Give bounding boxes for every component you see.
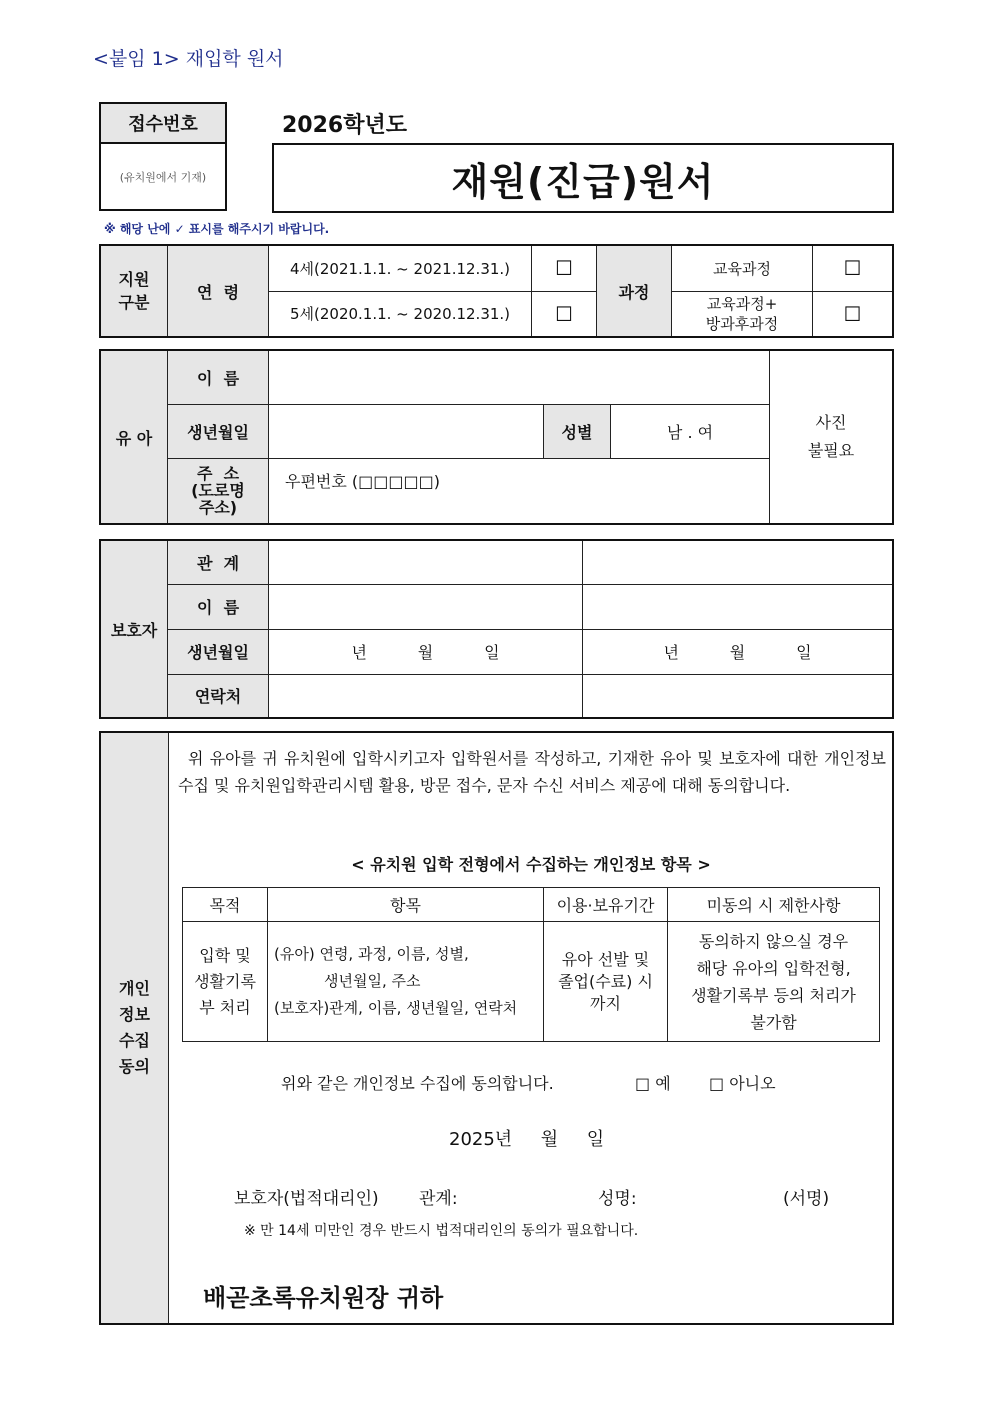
consent-label-3: 수집 <box>119 1031 150 1050</box>
signer-label[interactable]: 성명: <box>598 1189 637 1209</box>
consent-date: 2025년 월 일 <box>449 1129 605 1150</box>
receipt-note: (유치원에서 기재) <box>100 143 226 210</box>
consent-label-1: 개인 <box>119 979 150 998</box>
child-birth-label: 생년월일 <box>168 404 269 458</box>
attachment-title: <붙임 1> 재입학 원서 <box>93 48 284 70</box>
guardian1-birth-field[interactable]: 년 월 일 <box>269 629 583 674</box>
header-restriction: 미동의 시 제한사항 <box>668 888 880 922</box>
course-option-2 <box>672 291 813 337</box>
agree-no[interactable]: □ 아니오 <box>709 1074 776 1093</box>
address-label-1: 주 소 <box>196 464 240 484</box>
items-cell <box>268 922 544 1042</box>
apply-label-1: 지원 <box>118 270 150 289</box>
form-title-box <box>272 143 894 213</box>
child-birth-field[interactable] <box>269 404 544 458</box>
child-table <box>99 349 894 525</box>
course-option-2a: 교육과정+ <box>706 294 778 313</box>
period-line: 까지 <box>590 993 621 1013</box>
addressee: 배곧초록유치원장 귀하 <box>203 1284 444 1312</box>
purpose-line: 생활기록 <box>194 971 256 991</box>
restriction-line: 해당 유아의 입학전형, <box>696 958 851 978</box>
consent-label-4: 동의 <box>119 1057 150 1076</box>
form-title: 재원(진급)원서 <box>451 159 715 204</box>
restriction-line: 불가함 <box>750 1012 797 1032</box>
privacy-items-table <box>182 887 880 1042</box>
consent-section <box>99 731 894 1325</box>
instruction: ※ 해당 난에 ✓ 표시를 해주시기 바랍니다. <box>104 222 330 236</box>
guardian1-name-field[interactable] <box>269 584 583 629</box>
postcode: 우편번호 (□□□□□) <box>285 471 440 491</box>
guardian2-birth-field[interactable]: 년 월 일 <box>583 629 894 674</box>
items-line: (보호자)관계, 이름, 생년월일, 연락처 <box>274 999 518 1017</box>
agree-text: 위와 같은 개인정보 수집에 동의합니다. <box>281 1074 554 1093</box>
course-2-checkbox[interactable]: ☐ <box>813 291 894 337</box>
header-period: 이용·보유기간 <box>544 888 668 922</box>
course-label: 과정 <box>597 245 672 337</box>
child-name-label: 이 름 <box>168 350 269 404</box>
purpose-line: 부 처리 <box>199 997 251 1017</box>
period-line: 유아 선발 및 <box>561 949 650 969</box>
guardian-contact-label: 연락처 <box>168 674 269 718</box>
photo-label-2: 불필요 <box>807 441 855 460</box>
apply-label-2: 구분 <box>118 293 150 312</box>
sign-label[interactable]: (서명) <box>783 1189 830 1209</box>
relation-label[interactable]: 관계: <box>419 1189 458 1209</box>
purpose-line: 입학 및 <box>199 945 251 965</box>
age-5-checkbox[interactable]: ☐ <box>532 291 597 337</box>
restriction-cell <box>668 922 880 1042</box>
guardian2-name-field[interactable] <box>583 584 894 629</box>
period-line: 졸업(수료) 시 <box>558 971 653 991</box>
apply-table <box>99 244 894 338</box>
child-section-label: 유 아 <box>100 350 168 524</box>
child-name-field[interactable] <box>269 350 770 404</box>
purpose-cell <box>183 922 268 1042</box>
age-label: 연 령 <box>168 245 269 337</box>
guardian-birth-label: 생년월일 <box>168 629 269 674</box>
gender-value[interactable]: 남 . 여 <box>611 404 770 458</box>
course-option-2b: 방과후과정 <box>705 314 779 333</box>
address-field[interactable] <box>269 458 770 524</box>
consent-section-label <box>101 733 169 1323</box>
course-option-1: 교육과정 <box>672 245 813 291</box>
guardian2-contact-field[interactable] <box>583 674 894 718</box>
guardian-name-label: 이 름 <box>168 584 269 629</box>
year-label: 2026학년도 <box>282 113 407 138</box>
period-cell <box>544 922 668 1042</box>
items-line: 생년월일, 주소 <box>324 972 421 990</box>
consent-body: 위 유아를 귀 유치원에 입학시키고자 입학원서를 작성하고, 기재한 유아 및 보호자에 대한 개인정보 수집 및 유치원입학관리시템 활용, 방문 접수, 문자 수신 서비스 제공에 대해 동의합니다. <box>178 749 886 795</box>
legal-note: ※ 만 14세 미만인 경우 반드시 법적대리인의 동의가 필요합니다. <box>244 1223 639 1239</box>
header-items: 항목 <box>268 888 544 922</box>
consent-table-title: < 유치원 입학 전형에서 수집하는 개인정보 항목 > <box>351 855 711 874</box>
photo-label-1: 사진 <box>815 413 847 432</box>
address-label <box>168 458 269 524</box>
guardian-legal-label: 보호자(법적대리인) <box>234 1189 379 1209</box>
agree-yes[interactable]: □ 예 <box>635 1074 671 1093</box>
course-1-checkbox[interactable]: ☐ <box>813 245 894 291</box>
guardian1-contact-field[interactable] <box>269 674 583 718</box>
age-4-checkbox[interactable]: ☐ <box>532 245 597 291</box>
restriction-line: 생활기록부 등의 처리가 <box>691 985 856 1005</box>
guardian1-relation-field[interactable] <box>269 540 583 584</box>
guardian-relation-label: 관 계 <box>168 540 269 584</box>
restriction-line: 동의하지 않으실 경우 <box>698 931 849 951</box>
apply-section-label <box>100 245 168 337</box>
consent-label-2: 정보 <box>119 1005 150 1024</box>
gender-label: 성별 <box>544 404 611 458</box>
photo-box <box>770 350 894 524</box>
items-line: (유아) 연령, 과정, 이름, 성별, <box>274 945 469 963</box>
guardian-section-label: 보호자 <box>100 540 168 718</box>
header-purpose: 목적 <box>183 888 268 922</box>
receipt-box <box>99 102 227 211</box>
address-label-2: (도로명 <box>191 481 245 501</box>
guardian2-relation-field[interactable] <box>583 540 894 584</box>
age-option-4: 4세(2021.1.1. ~ 2021.12.31.) <box>269 245 532 291</box>
address-label-3: 주소) <box>198 498 238 518</box>
age-option-5: 5세(2020.1.1. ~ 2020.12.31.) <box>269 291 532 337</box>
guardian-table <box>99 539 894 719</box>
receipt-label: 접수번호 <box>100 103 226 143</box>
